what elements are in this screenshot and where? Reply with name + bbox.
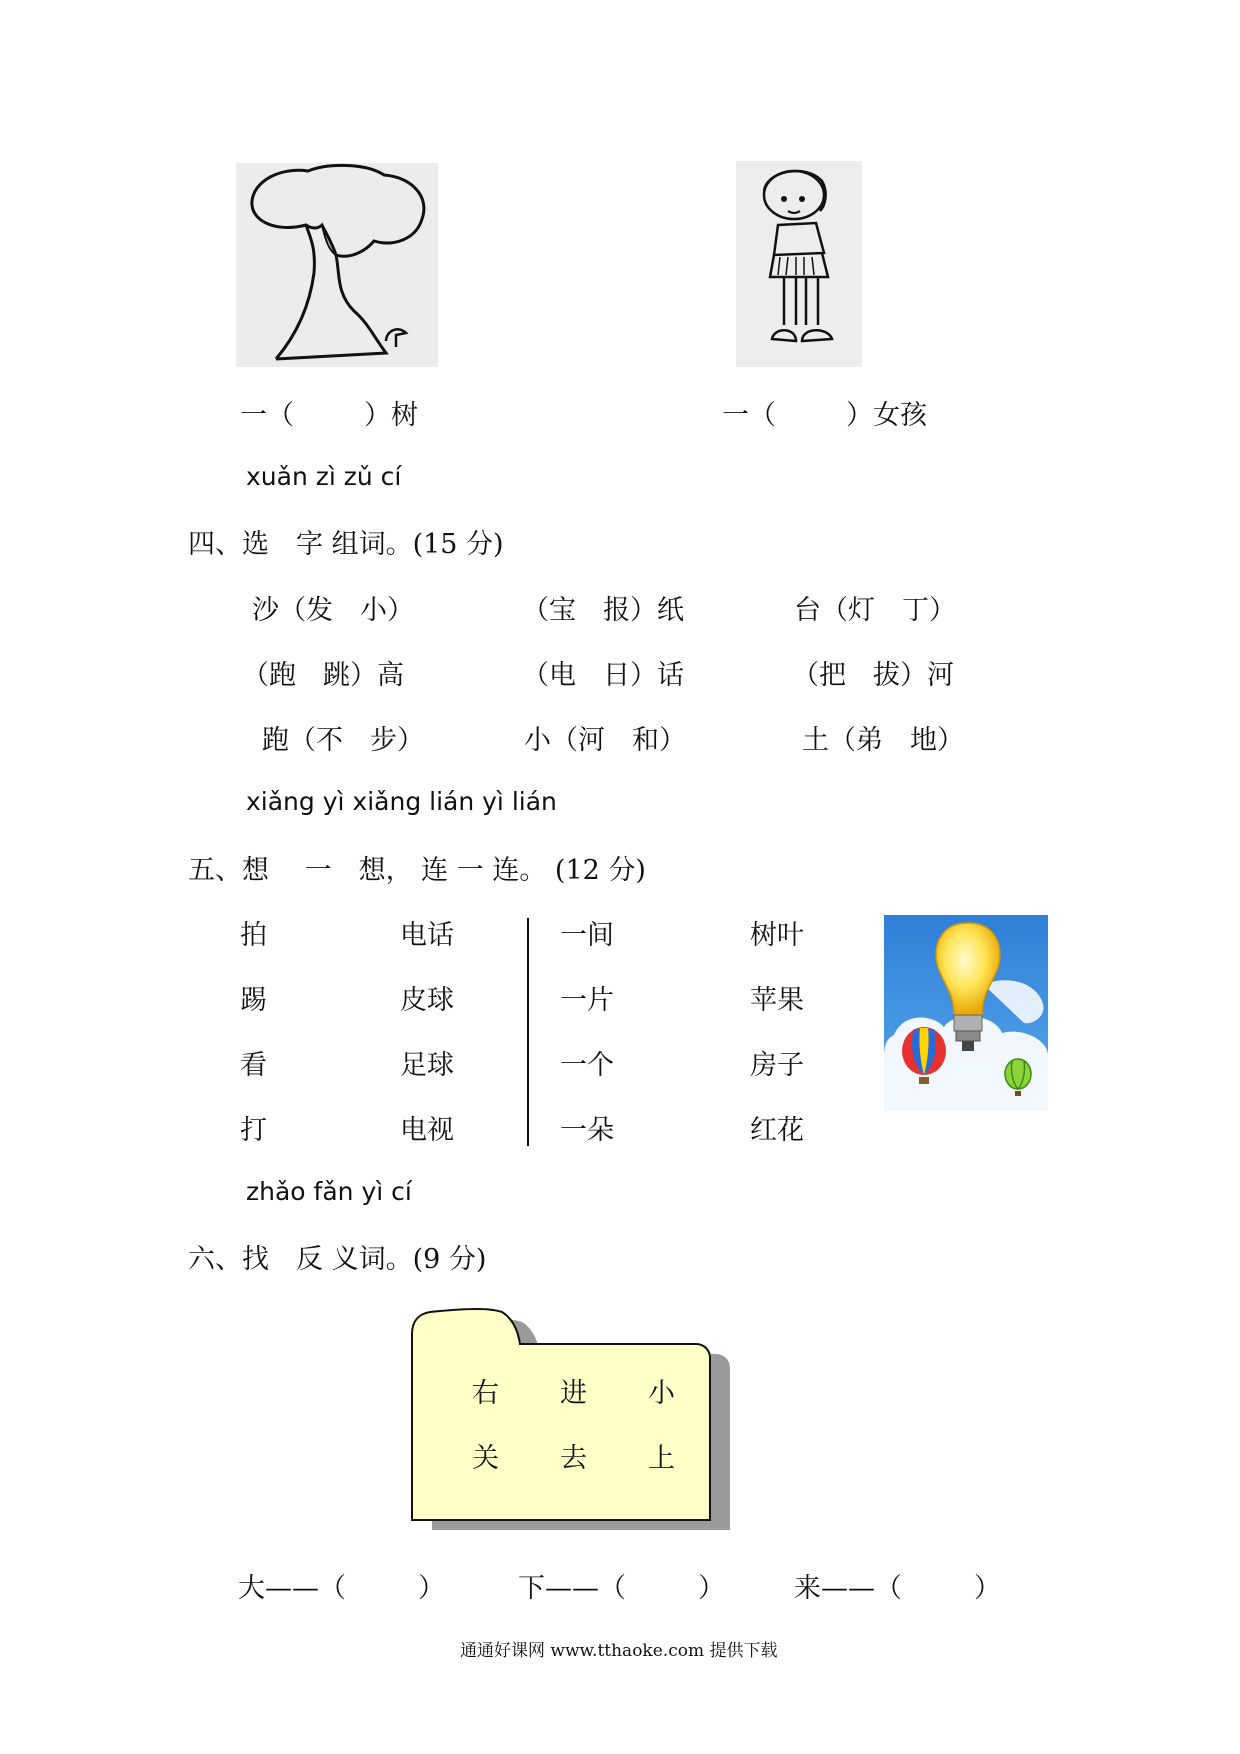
antonym-close: ） <box>698 1573 725 1604</box>
verb-item: 看 <box>240 1050 267 1081</box>
section5-pinyin: xiǎng yì xiǎng lián yì lián <box>246 787 557 816</box>
girl-phrase-suffix: ）女孩 <box>846 400 927 431</box>
folder-word: 上 <box>648 1443 675 1474</box>
column-divider <box>527 918 529 1146</box>
choice-item: （电 日）话 <box>522 660 684 691</box>
antonym-word: 下——（ <box>518 1573 626 1604</box>
measure-item: 一片 <box>560 985 614 1016</box>
choice-item: 沙（发 小） <box>252 595 414 626</box>
measure-item: 一朵 <box>560 1115 614 1146</box>
section4-heading: 四、选 字 组词。(15 分) <box>188 529 504 560</box>
verb-item: 打 <box>240 1115 267 1146</box>
choice-item: 小（河 和） <box>524 725 686 756</box>
folder-box <box>410 1300 735 1535</box>
noun-item: 足球 <box>400 1050 454 1081</box>
object-item: 苹果 <box>750 985 804 1016</box>
antonym-close: ） <box>418 1573 445 1604</box>
noun-item: 皮球 <box>400 985 454 1016</box>
section6-heading: 六、找 反 义词。(9 分) <box>188 1244 487 1275</box>
girl-phrase-prefix: 一（ <box>722 400 776 431</box>
folder-word: 去 <box>560 1443 587 1474</box>
object-item: 树叶 <box>750 920 804 951</box>
choice-item: 跑（不 步） <box>262 725 424 756</box>
choice-item: （把 拔）河 <box>792 660 954 691</box>
tree-phrase <box>240 393 418 432</box>
folder-word: 关 <box>472 1443 499 1474</box>
section6-pinyin: zhǎo fǎn yì cí <box>246 1177 412 1206</box>
choice-item: 土（弟 地） <box>802 725 964 756</box>
footer-credit: 通通好课网 www.tthaoke.com 提供下载 <box>460 1641 778 1661</box>
section5-heading: 五、想 一 想， 连 一 连。 (12 分) <box>188 855 646 886</box>
folder-word: 进 <box>560 1378 587 1409</box>
choice-item: （跑 跳）高 <box>242 660 404 691</box>
antonym-word: 大——（ <box>238 1573 346 1604</box>
noun-item: 电话 <box>400 920 454 951</box>
choice-item: （宝 报）纸 <box>522 595 684 626</box>
girl-phrase <box>722 393 927 432</box>
measure-item: 一间 <box>560 920 614 951</box>
verb-item: 踢 <box>240 985 267 1016</box>
measure-item: 一个 <box>560 1050 614 1081</box>
antonym-blank <box>794 1566 1001 1605</box>
antonym-close: ） <box>974 1573 1001 1604</box>
tree-phrase-prefix: 一（ <box>240 400 294 431</box>
antonym-word: 来——（ <box>794 1573 902 1604</box>
tree-picture <box>236 163 438 367</box>
choice-item: 台（灯 丁） <box>794 595 956 626</box>
girl-picture <box>736 161 862 367</box>
antonym-blank <box>238 1566 445 1605</box>
tree-phrase-suffix: ）树 <box>364 400 418 431</box>
noun-item: 电视 <box>400 1115 454 1146</box>
object-item: 红花 <box>750 1115 804 1146</box>
lightbulb-balloons-picture <box>884 915 1048 1111</box>
object-item: 房子 <box>750 1050 804 1081</box>
antonym-blank <box>518 1566 725 1605</box>
section4-pinyin: xuǎn zì zǔ cí <box>246 462 402 491</box>
folder-word: 右 <box>472 1378 499 1409</box>
folder-word: 小 <box>648 1378 675 1409</box>
verb-item: 拍 <box>240 920 267 951</box>
